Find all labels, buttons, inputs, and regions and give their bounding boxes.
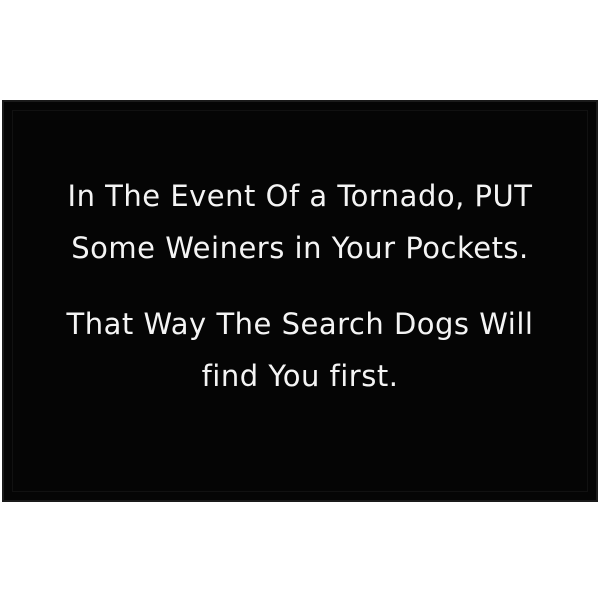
paragraph-gap [0, 274, 600, 298]
message-line-1: In The Event Of a Tornado, PUT [67, 179, 533, 213]
sign-message [0, 170, 600, 402]
message-line-3: That Way The Search Dogs Will [66, 307, 534, 341]
message-line-2: Some Weiners in Your Pockets. [71, 231, 529, 265]
message-line-4: find You first. [201, 359, 399, 393]
